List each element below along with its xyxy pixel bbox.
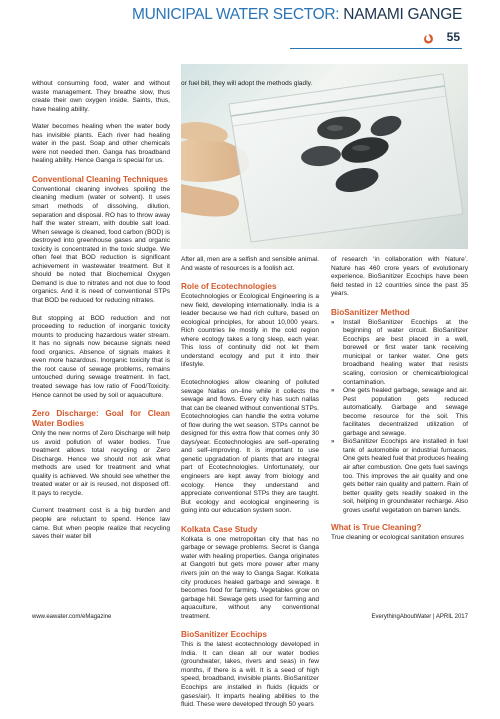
list-item-text: BioSanitizer Ecochips are installed in fuel tank of automobile or industrial furnaces. One gets healed fuel that produces healing air after combustion. One gets fuel savings too. This improves the air quality and one gets better rain quality and pattern. Rain of better quality gets readily soaked in the soil, helping in groundwater recharge. Also grows useful vegetation on barren lands. bbox=[343, 438, 468, 514]
section-heading: BioSanitizer Method bbox=[331, 307, 410, 317]
paragraph: of research ‘in collaboration with Nature’. Nature has 460 crore years of evolutionary experience. BioSanitizer Ecochips have been field tested in 12 countries since the past 35 years. bbox=[331, 256, 468, 298]
paragraph: Current treatment cost is a big burden and people are reluctant to spend. Hence law came. But when people realize that recycling saves their water bill bbox=[32, 507, 170, 541]
paragraph: After all, men are a selfish and sensible animal. And waste of resources is a foolish act. bbox=[181, 256, 319, 272]
paragraph: This is the latest ecotechnology developed in India. It can clean all our water bodies (groundwater, lakes, rivers and seas) in few months, if there is a will. It is a seed of high speed, broadband, invisible plants. BioSanitizer Ecochips are installed in fluids (liquids or gases/air). It imparts healing abilities to the fluid. These were developed through 50 years bbox=[181, 641, 319, 709]
list-item bbox=[331, 319, 468, 387]
footer-publication: EverythingAboutWater | APRIL 2017 bbox=[371, 614, 468, 620]
column-2 bbox=[181, 80, 319, 98]
list-item-text: Install BioSanitizer Ecochips at the beginning of water circuit. BioSanitizer Ecochips are best placed in a well, borewell or first water tank receiving municipal or tanker water. One gets broadband healing water that resists scaling, corrosion or chemical/biological contamination. bbox=[343, 318, 468, 386]
header-rule bbox=[290, 48, 462, 49]
section-heading: Kolkata Case Study bbox=[181, 524, 258, 534]
list-item bbox=[331, 438, 468, 515]
list-item bbox=[331, 387, 468, 438]
double-chevron-icon: » bbox=[331, 319, 335, 326]
section-heading: Zero Discharge: Goal for Clean Water Bodies bbox=[32, 409, 170, 429]
column-3 bbox=[331, 256, 468, 552]
paragraph: True cleaning or ecological sanitation ensures bbox=[331, 534, 464, 542]
header-section: MUNICIPAL WATER SECTOR: bbox=[132, 6, 340, 23]
method-list bbox=[331, 319, 468, 516]
paragraph: Water becomes healing when the water body has invisible plants. Each river had healing water in the past. Soap and other chemicals were not needed then. Ganga has broadband healing ability. Hence Ganga is special for us. bbox=[32, 123, 170, 165]
section-heading: What is True Cleaning? bbox=[331, 523, 422, 533]
section-heading: Conventional Cleaning Techniques bbox=[32, 174, 168, 184]
paragraph: or fuel bill, they will adopt the methods gladly. bbox=[181, 80, 313, 87]
paragraph: Kolkata is one metropolitan city that has no garbage or sewage problems. Secret is Ganga water with healing properties. Ganga originates at Gangotri but gets more power after many rivers join on the way to Ganga Sagar. Kolkata city produces healed garbage and sewage. It becomes food for farming. Vegetables grow on garbage hill. Sewage gets used for farming and aquaculture, without any conventional treatment. bbox=[181, 535, 319, 620]
paragraph: Only the new norms of Zero Discharge will help us avoid pollution of water bodies. True treatment allows total recycling or Zero Discharge. Hence we should not ask what methods are used for treatment and what quality is achieved. We should see whether the treated water or air is reused, not disposed off. It pays to recycle. bbox=[32, 430, 170, 497]
running-header bbox=[132, 6, 462, 24]
section-heading: Role of Ecotechnologies bbox=[181, 282, 277, 292]
footer-url[interactable]: www.eawater.com/eMagazine bbox=[32, 614, 112, 620]
section-heading: BioSanitizer Ecochips bbox=[181, 630, 267, 640]
header-program: NAMAMI GANGE bbox=[343, 6, 462, 23]
double-chevron-icon: » bbox=[331, 388, 335, 395]
column-1 bbox=[32, 80, 170, 551]
paragraph: Ecotechnologies allow cleaning of polluted sewage Nallas on–line while it collects the sewage and flows. Every city has such nallas that can be cleaned without conventional STPs. Ecotechnologies can handle the extra volume of flow during the wet season. STPs cannot be designed for this extra flow that comes only 30 days/year. Ecotechnologies are self–operating and self–improving. It is important to use genetic upgradation of plants that are integral part of Ecotechnologies. Unfortunately, our engineers are kept away from biology and ecology. Hence they understand and appreciate conventional STPs they are taught. But ecology and ecological engineering is going into our education system soon. bbox=[181, 379, 319, 515]
page-number: 55 bbox=[446, 30, 460, 44]
column-2-continued bbox=[181, 256, 319, 719]
namami-gange-logo-icon bbox=[423, 33, 434, 44]
paragraph: without consuming food, water and without waste management. They breathe slow, thus create their own oxygen inside. Saints, thus, have healing ability. bbox=[32, 80, 170, 113]
paragraph: Conventional cleaning involves spoiling the cleaning medium (water or solvent). It uses smart methods of dissolving, dilution, separation and disposal. RO has to throw away half the water stream, with double salt load. When sewage is cleaned, food carbon (BOD) is destroyed into greenhouse gases and organic toxicity is concentrated in the toxic sludge. We often feel that BOD reduction is significant achievement in wastewater treatment. But it should be noted that Biochemical Oxygen Demand is due to nitrates and not due to food organics. And it is need of conventional STPs that BOD be reduced for reducing nitrates. bbox=[32, 185, 170, 305]
list-item-text: One gets healed garbage, sewage and air. Pest population gets reduced automatically. Garbage and sewage become resource for the soil. This facilitates decentralized utilization of garbage and sewage. bbox=[343, 387, 468, 437]
double-chevron-icon: » bbox=[331, 439, 335, 446]
paragraph: Ecotechnologies or Ecological Engineering is a new field, developing internationally. India is a leader because we had rich culture, based on ecological principles, for about 10,000 years. Rich countries lie mostly in the cold region where ecology takes a long sleep, each year. This loss of continuity did not let them understand ecology and put it into their lifestyle. bbox=[181, 293, 319, 369]
paragraph: But stopping at BOD reduction and not proceeding to reduction of inorganic toxicity mounts to producing hazardous water stream. It has no signals now because signals need food organics. Absence of signals makes it even more hazardous. Inorganic toxicity that is the root cause of sewage problems, remains untouched during sewage treatment. In fact, treated sewage has low ratio of Food/Toxicity. Hence cannot be used by soil or aquaculture. bbox=[32, 314, 170, 399]
